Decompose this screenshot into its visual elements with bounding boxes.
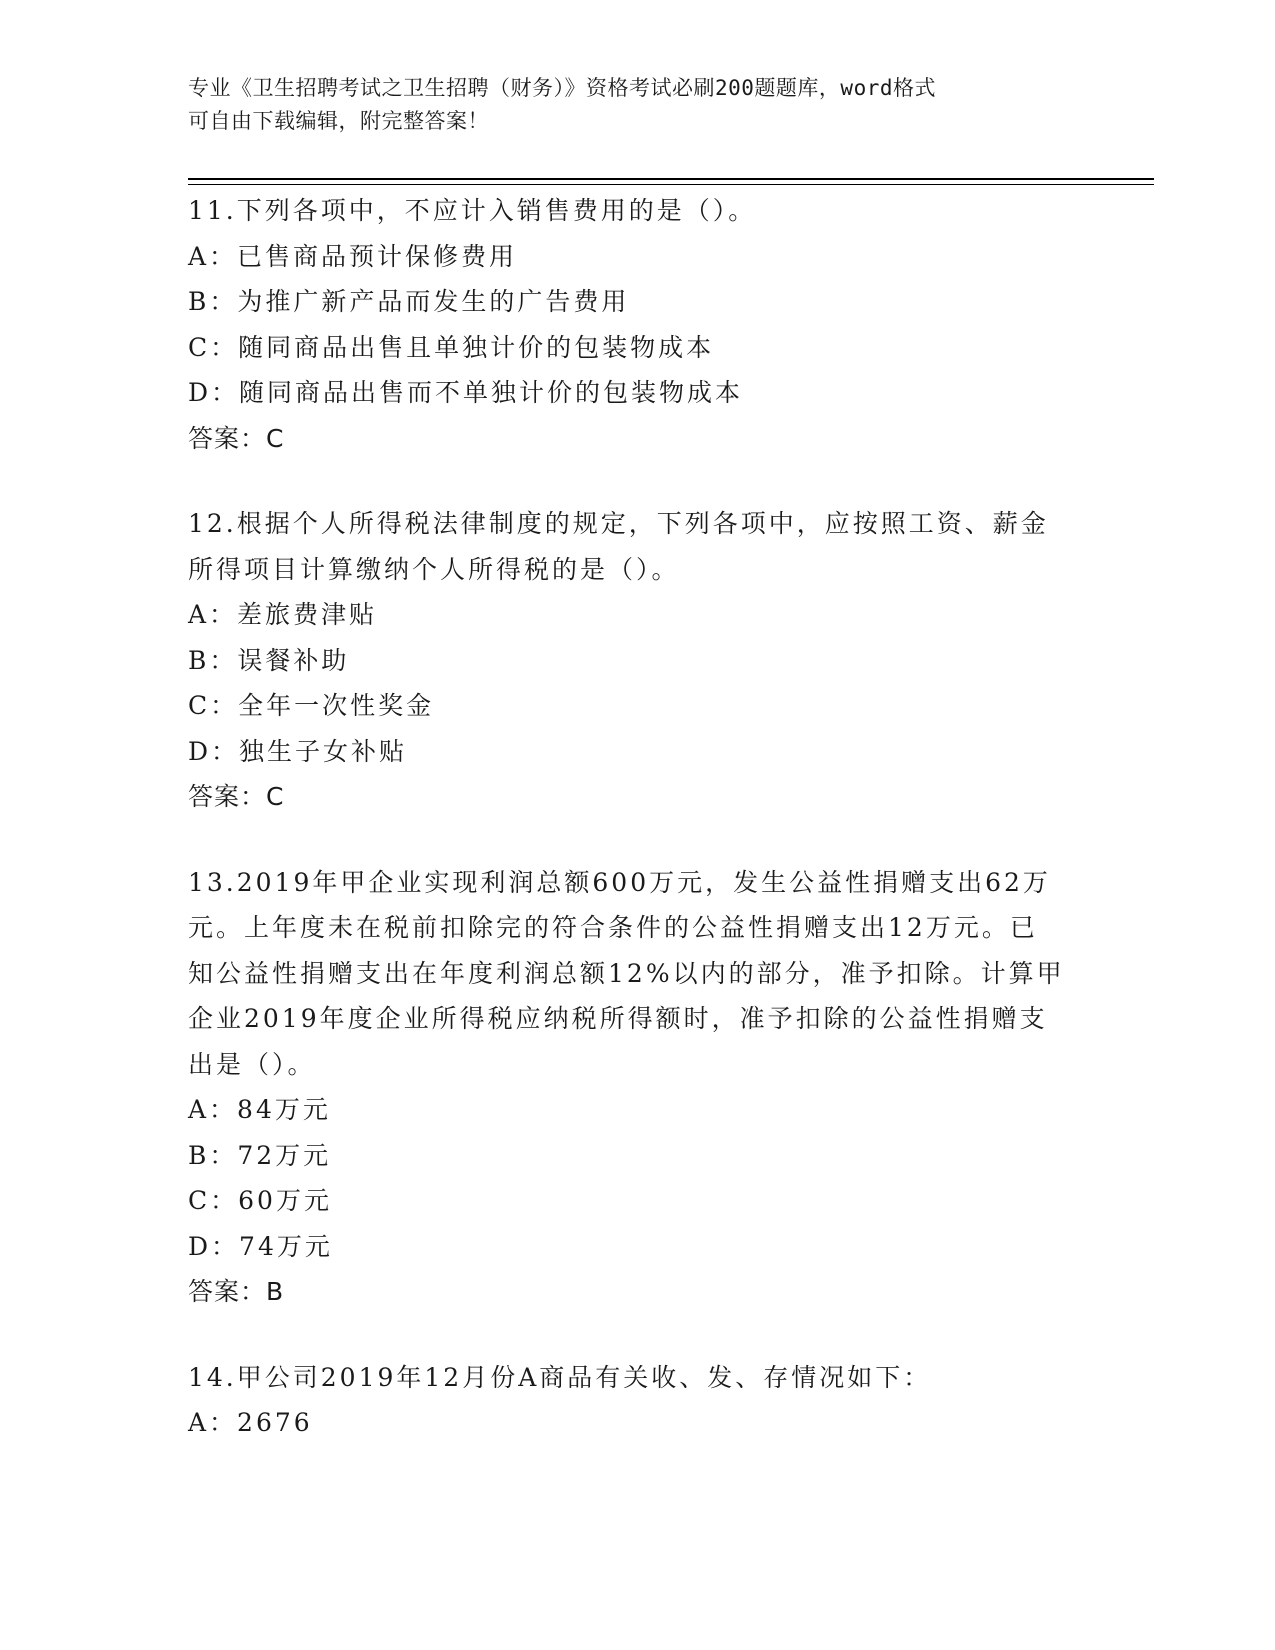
question-stem-line-2: 元。上年度未在税前扣除完的符合条件的公益性捐赠支出12万元。已 bbox=[188, 913, 1038, 942]
option-a: A：差旅费津贴 bbox=[188, 600, 378, 629]
header-divider-thick bbox=[188, 178, 1154, 180]
answer: 答案：B bbox=[188, 1277, 285, 1306]
question-stem-line-4: 企业2019年度企业所得税应纳税所得额时，准予扣除的公益性捐赠支 bbox=[188, 1004, 1048, 1033]
option-a: A：已售商品预计保修费用 bbox=[188, 241, 518, 271]
question-list bbox=[188, 188, 1088, 1486]
option-d: D：独生子女补贴 bbox=[188, 736, 408, 766]
option-d: D：74万元 bbox=[188, 1231, 333, 1261]
option-a: A：2676 bbox=[188, 1408, 313, 1437]
question-stem-line-5: 出是（）。 bbox=[188, 1049, 316, 1079]
option-d: D：随同商品出售而不单独计价的包装物成本 bbox=[188, 378, 744, 407]
question-14 bbox=[188, 1355, 1088, 1446]
document-header bbox=[188, 72, 1068, 138]
option-c: C：全年一次性奖金 bbox=[188, 691, 435, 720]
option-a: A：84万元 bbox=[188, 1095, 331, 1124]
question-stem: 14.甲公司2019年12月份A商品有关收、发、存情况如下： bbox=[188, 1362, 932, 1392]
question-stem: 11.下列各项中，不应计入销售费用的是（）。 bbox=[188, 196, 757, 225]
option-b: B：误餐补助 bbox=[188, 645, 350, 675]
option-c: C：60万元 bbox=[188, 1186, 332, 1215]
answer: 答案：C bbox=[188, 782, 285, 811]
question-stem-line-2: 所得项目计算缴纳个人所得税的是（）。 bbox=[188, 554, 680, 584]
header-divider-thin bbox=[188, 184, 1154, 185]
option-b: B：72万元 bbox=[188, 1140, 332, 1170]
question-stem-line-1: 13.2019年甲企业实现利润总额600万元，发生公益性捐赠支出62万 bbox=[188, 867, 1051, 897]
header-line-1: 专业《卫生招聘考试之卫生招聘（财务）》资格考试必刷200题题库，word格式 bbox=[188, 76, 936, 100]
question-13 bbox=[188, 860, 1088, 1315]
option-b: B：为推广新产品而发生的广告费用 bbox=[188, 287, 630, 316]
header-line-2: 可自由下载编辑，附完整答案！ bbox=[188, 109, 489, 133]
option-c: C：随同商品出售且单独计价的包装物成本 bbox=[188, 332, 715, 362]
question-11 bbox=[188, 188, 1088, 461]
answer: 答案：C bbox=[188, 423, 285, 453]
question-stem-line-1: 12.根据个人所得税法律制度的规定，下列各项中，应按照工资、薪金 bbox=[188, 509, 1049, 538]
question-stem-line-3: 知公益性捐赠支出在年度利润总额12%以内的部分，准予扣除。计算甲 bbox=[188, 958, 1065, 988]
question-12 bbox=[188, 501, 1088, 820]
